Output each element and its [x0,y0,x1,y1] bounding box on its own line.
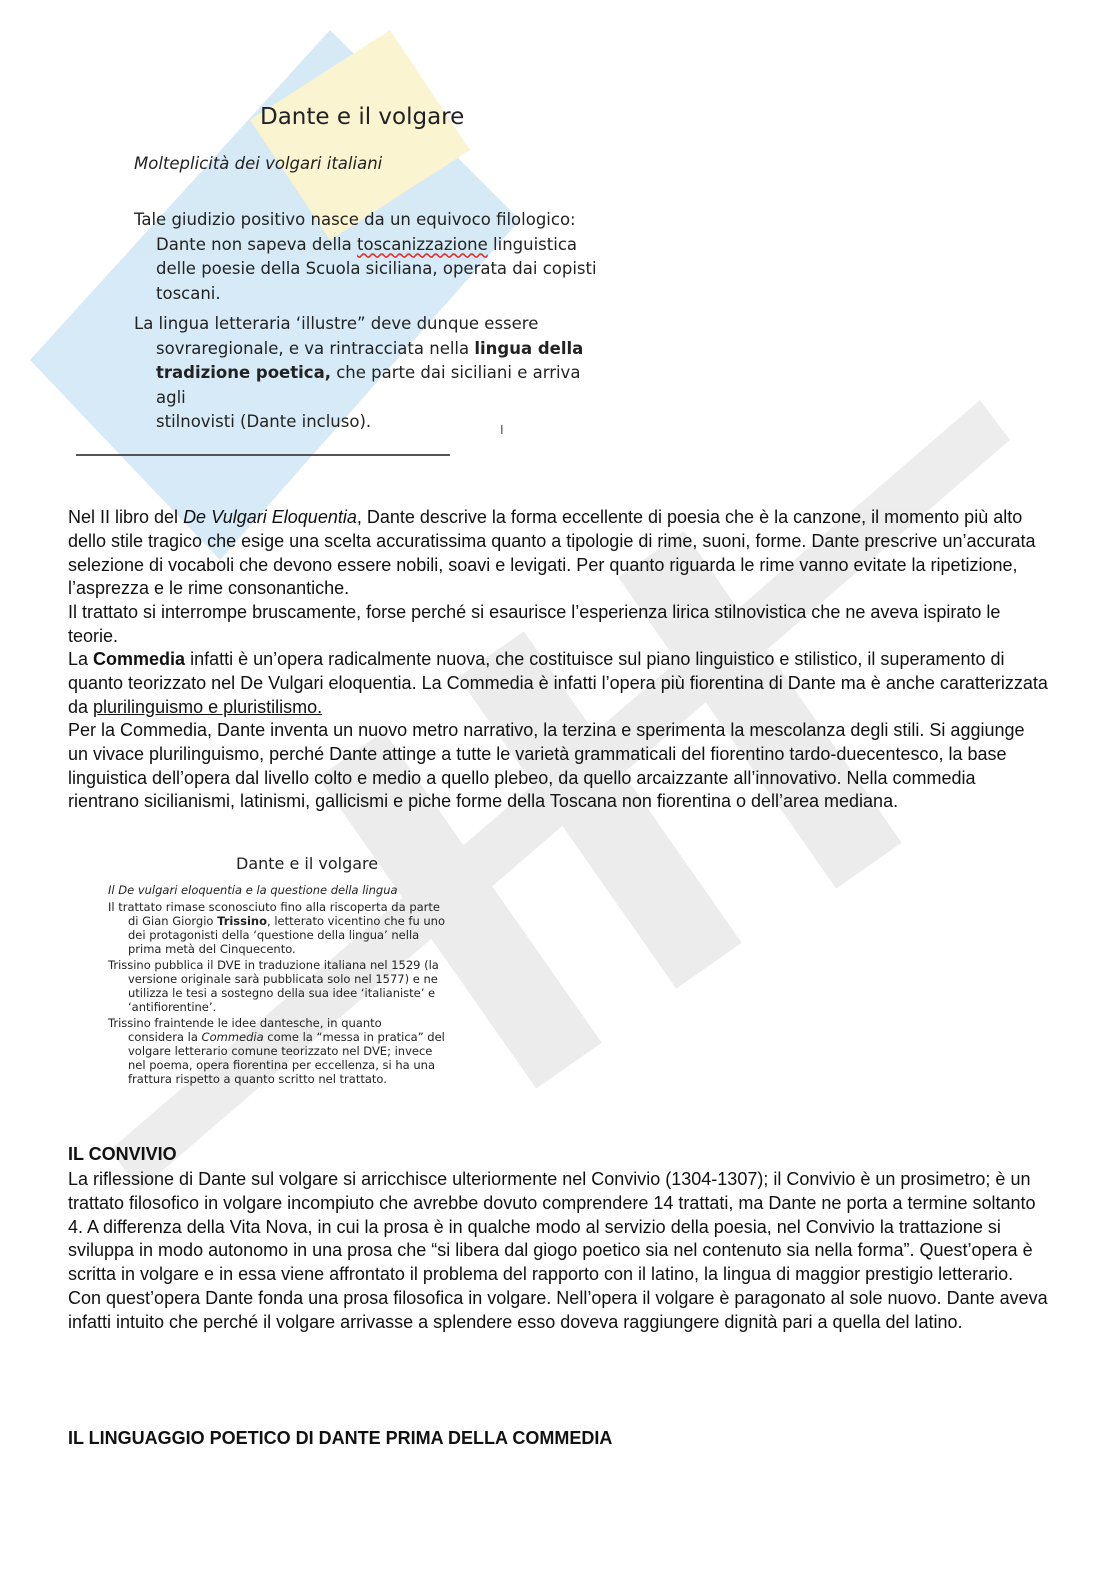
slide1-bullet-1 [134,208,604,306]
paragraph-1: Nel II libro del De Vulgari Eloquentia, Dante descrive la forma eccellente di poesia che è la canzone, il momento più alto dello stile tragico che esige una scelta accuratissima quanto a tipologie di rime, suoni, forme. Dante prescrive un’accurata selezione di vocaboli che devono essere nobili, soavi e levigati. Per quanto riguarda le rime vanno evitate la ripetizione, l’asprezza e le rime consonantiche. [68,507,1036,599]
slide1-b2-line2: sovraregionale, e va rintracciata nella lingua della [156,338,584,358]
slide2-bullet-3: Trissino fraintende le idee dantesche, in quanto considera la Commedia come la “messa in pratica” del volgare letterario comune teorizzato nel DVE; invece nel poema, opera fiorentina per eccellenza, si ha una frattura rispetto a quanto scritto nel trattato. [108,1016,445,1086]
paragraph-3: La Commedia infatti è un’opera radicalmente nuova, che costituisce sul piano linguistico e stilistico, il superamento di quanto teorizzato nel De Vulgari eloquentia. La Commedia è infatti l’opera più fiorentina di Dante ma è anche caratterizzata da plurilinguismo e pluristilismo. [68,649,1048,717]
slide1-b2-line1: La lingua letteraria ‘illustre” deve dunque essere [134,314,539,333]
heading-linguaggio-poetico: IL LINGUAGGIO POETICO DI DANTE PRIMA DELLA COMMEDIA [68,1428,613,1448]
text-cursor-icon: I [500,422,504,437]
slide1-subtitle: Molteplicità dei volgari italiani [134,154,383,173]
paragraph-2: Il trattato si interrompe bruscamente, forse perché si esaurisce l’esperienza lirica stilnovistica che ne aveva ispirato le teorie. [68,602,1001,646]
slide2-title: Dante e il volgare [236,854,379,873]
slide-image-1 [72,100,612,460]
paragraph-convivio: La riflessione di Dante sul volgare si arricchisce ulteriormente nel Convivio (1304-1307); il Convivio è un prosimetro; è un trattato filosofico in volgare incompiuto che avrebbe dovuto comprendere 14 trattati, ma Dante ne porta a termine soltanto 4. A differenza della Vita Nova, in cui la prosa è in qualche modo al servizio della poesia, nel Convivio la trattazione si sviluppa in modo autonomo in una prosa che “si libera dal giogo poetico sia nel contenuto sia nella forma”. Quest’opera è scritta in volgare e in essa viene affrontato il problema del rapporto con il latino, la lingua di maggior prestigio letterario. Con quest’opera Dante fonda una prosa filosofica in volgare. Nell’opera il volgare è paragonato al sole nuovo. Dante aveva infatti intuito che perché il volgare arrivasse a splendere esso doveva raggiungere dignità pari a quella del latino. [68,1169,1048,1332]
slide2-bullet-1: Il trattato rimase sconosciuto fino alla riscoperta da parte di Gian Giorgio Trissino, letterato vicentino che fu uno dei protagonisti della ‘questione della lingua’ nella prima metà del Cinquecento. [108,900,446,956]
slide1-b1-line1: Tale giudizio positivo nasce da un equivoco filologico: [134,210,576,229]
slide2-bullet-2: Trissino pubblica il DVE in traduzione italiana nel 1529 (la versione originale sarà pubblicata solo nel 1577) e ne utilizza le tesi a sostegno della sua idee ‘italianiste’ e ‘antifiorentine’. [108,958,439,1014]
slide1-bullet-2 [134,312,604,435]
slide1-b1-line2: Dante non sapeva della toscanizzazione linguistica [156,234,578,254]
heading-convivio: IL CONVIVIO [68,1144,177,1164]
slide1-b1-line3: delle poesie della Scuola siciliana, operata dai copisti [156,259,597,278]
paragraph-4: Per la Commedia, Dante inventa un nuovo metro narrativo, la terzina e sperimenta la mescolanza degli stili. Si aggiunge un vivace plurilinguismo, perché Dante attinge a tutte le varietà grammaticali del fiorentino tardo-duecentesco, la base linguistica dell’opera dal livello colto e medio a quello plebeo, da quello arcaizzante all’innovativo. Nella commedia rientrano sicilianismi, latinismi, gallicismi e piche forme della Toscana non fiorentina o dell’area mediana. [68,720,1025,812]
slide1-b2-line4: stilnovisti (Dante incluso). [156,412,372,431]
slide1-b2-line3: tradizione poetica, che parte dai siciliani e arriva agli [156,363,581,407]
slide-image-2 [100,852,540,1088]
slide1-divider [76,454,450,456]
slide1-b1-line4: toscani. [156,283,221,303]
slide1-title: Dante e il volgare [260,104,465,130]
slide2-subtitle: Il De vulgari eloquentia e la questione della lingua [108,883,398,897]
